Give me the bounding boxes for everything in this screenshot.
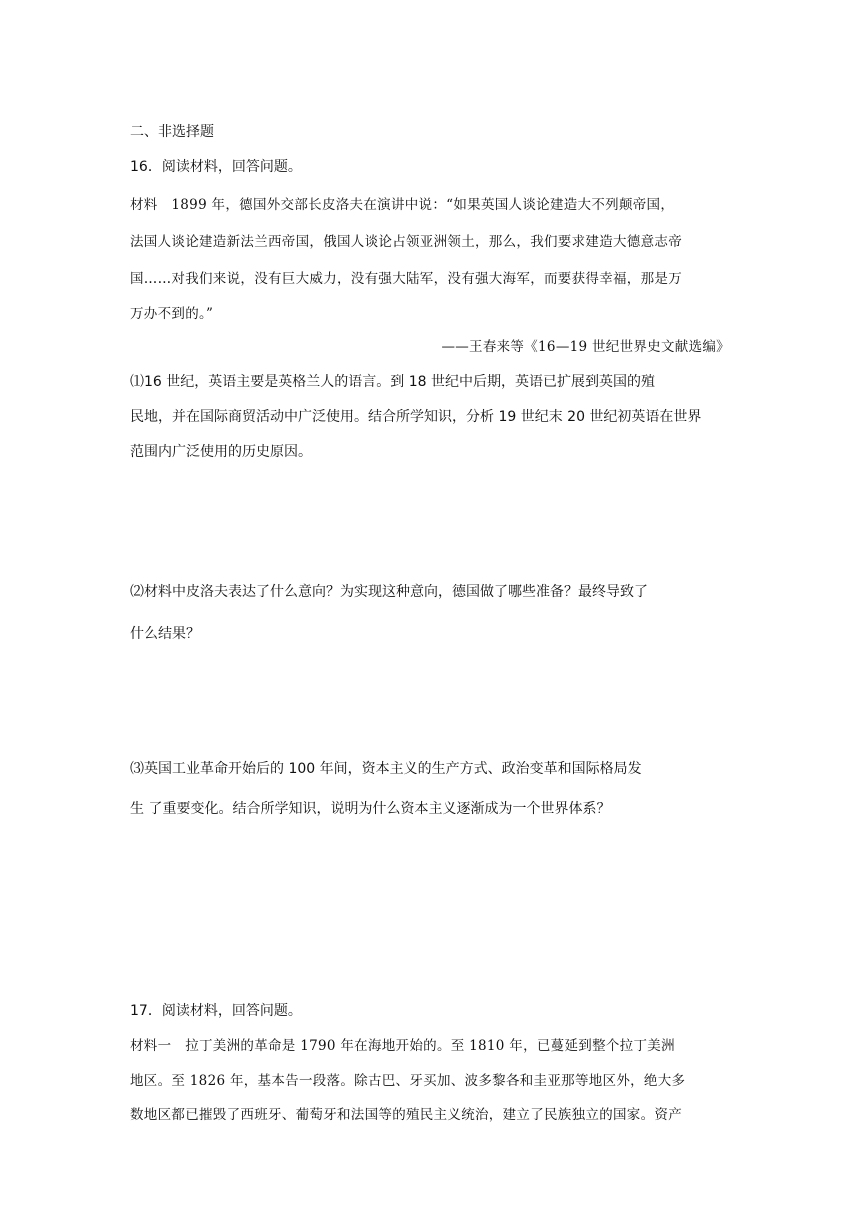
section-title: 二、非选择题 xyxy=(130,124,214,140)
material-line: 地区。至 1826 年，基本告一段落。除古巴、牙买加、波多黎各和圭亚那等地区外，绝大多 xyxy=(130,1073,686,1089)
material-line: 数地区都已摧毁了西班牙、葡萄牙和法国等的殖民主义统治，建立了民族独立的国家。资产 xyxy=(130,1107,682,1123)
sub-question-line: 什么结果？ xyxy=(130,626,200,642)
sub-question-line: ⑵材料中皮洛夫表达了什么意向？为实现这种意向，德国做了哪些准备？最终导致了 xyxy=(130,584,648,600)
material-line: 万办不到的。” xyxy=(130,306,214,322)
sub-question-line: 生 了重要变化。结合所学知识，说明为什么资本主义逐渐成为一个世界体系？ xyxy=(130,801,611,817)
material-line: 材料一 拉丁美洲的革命是 1790 年在海地开始的。至 1810 年，已蔓延到整个拉丁美洲 xyxy=(130,1038,675,1054)
sub-question-line: 民地，并在国际商贸活动中广泛使用。结合所学知识，分析 19 世纪末 20 世纪初英语在世界 xyxy=(130,409,702,425)
material-line: 法国人谈论建造新法兰西帝国，俄国人谈论占领亚洲领土，那么，我们要求建造大德意志帝 xyxy=(130,234,682,250)
sub-question-line: ⑴16 世纪，英语主要是英格兰人的语言。到 18 世纪中后期，英语已扩展到英国的殖 xyxy=(130,374,655,390)
sub-question-line: ⑶英国工业革命开始后的 100 年间，资本主义的生产方式、政治变革和国际格局发 xyxy=(130,761,642,777)
material-source: ——王春来等《16—19 世纪世界史文献选编》 xyxy=(441,339,730,355)
question-17-heading: 17．阅读材料，回答问题。 xyxy=(130,1003,302,1019)
material-line: 国……对我们来说，没有巨大威力，没有强大陆军，没有强大海军，而要获得幸福，那是万 xyxy=(130,271,682,287)
sub-question-line: 范围内广泛使用的历史原因。 xyxy=(130,444,312,460)
question-16-heading: 16．阅读材料，回答问题。 xyxy=(130,159,302,175)
material-line: 材料 1899 年，德国外交部长皮洛夫在演讲中说：“如果英国人谈论建造大不列颠帝国， xyxy=(130,197,675,213)
